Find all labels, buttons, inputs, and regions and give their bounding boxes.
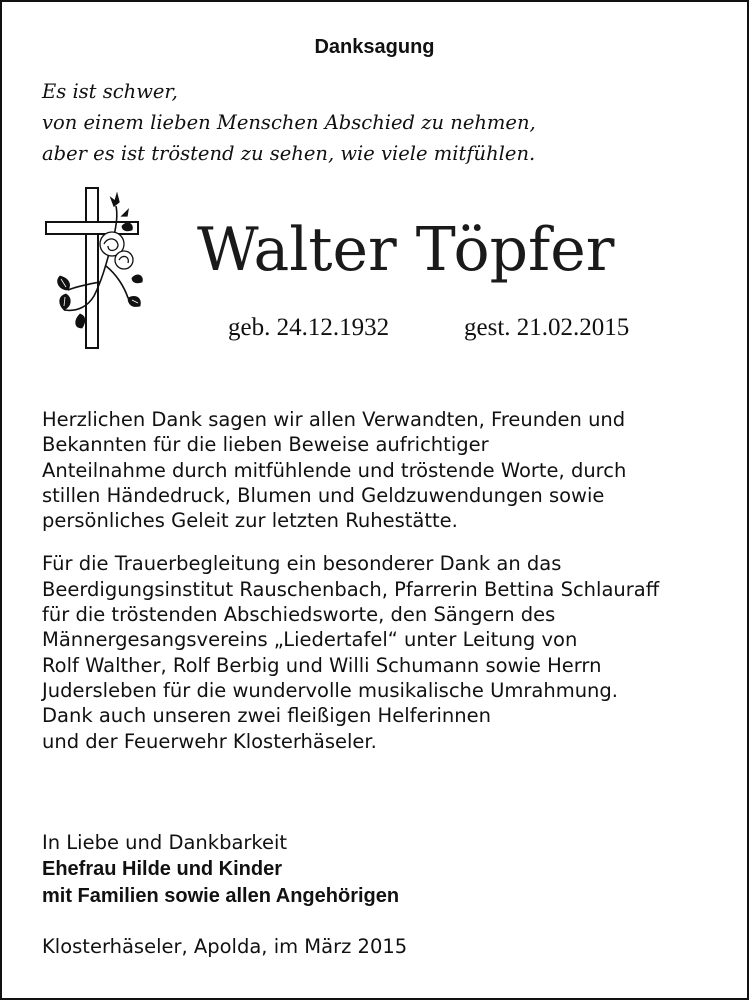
text-line: Bekannten für die lieben Beweise aufrichtiger xyxy=(42,433,489,457)
text-line: für die tröstenden Abschiedsworte, den Sängern des xyxy=(42,603,556,627)
text-line: Rolf Walther, Rolf Berbig und Willi Schumann sowie Herrn xyxy=(42,653,602,677)
text-line: persönliches Geleit zur letzten Ruhestätte. xyxy=(42,509,458,533)
thanks-paragraph xyxy=(42,551,722,753)
signature-block xyxy=(42,829,399,910)
heading: Danksagung xyxy=(314,36,435,58)
family-names: mit Familien sowie allen Angehörigen xyxy=(42,885,400,907)
deceased-name: Walter Töpfer xyxy=(197,215,615,285)
verse-line: von einem lieben Menschen Abschied zu nehmen, xyxy=(42,111,536,134)
text-line: und der Feuerwehr Klosterhäseler. xyxy=(42,729,377,753)
text-line: Männergesangsvereins „Liedertafel“ unter Leitung von xyxy=(42,628,578,652)
text-line: Dank auch unseren zwei fleißigen Helferinnen xyxy=(42,704,491,728)
life-dates xyxy=(228,314,629,342)
text-line: Herzlichen Dank sagen wir allen Verwandten, Freunden und xyxy=(42,408,626,431)
text-line: Judersleben für die wundervolle musikalische Umrahmung. xyxy=(42,678,618,702)
birth-date: geb. 24.12.1932 xyxy=(228,314,390,341)
thanks-text xyxy=(42,407,722,754)
death-date: gest. 21.02.2015 xyxy=(464,314,630,341)
family-names: Ehefrau Hilde und Kinder xyxy=(42,858,283,880)
text-line: Beerdigungsinstitut Rauschenbach, Pfarrerin Bettina Schlauraff xyxy=(42,577,660,601)
cross-with-roses-icon xyxy=(44,186,144,352)
place-and-date: Klosterhäseler, Apolda, im März 2015 xyxy=(42,935,408,958)
text-line: Für die Trauerbegleitung ein besonderer Dank an das xyxy=(42,552,562,576)
verse-line: Es ist schwer, xyxy=(42,80,178,103)
text-line: stillen Händedruck, Blumen und Geldzuwendungen sowie xyxy=(42,483,605,507)
thanks-paragraph xyxy=(42,407,722,533)
closing-line: In Liebe und Dankbarkeit xyxy=(42,831,288,854)
verse-line: aber es ist tröstend zu sehen, wie viele mitfühlen. xyxy=(42,142,536,165)
text-line: Anteilnahme durch mitfühlende und tröstende Worte, durch xyxy=(42,458,627,482)
verse xyxy=(42,76,536,169)
